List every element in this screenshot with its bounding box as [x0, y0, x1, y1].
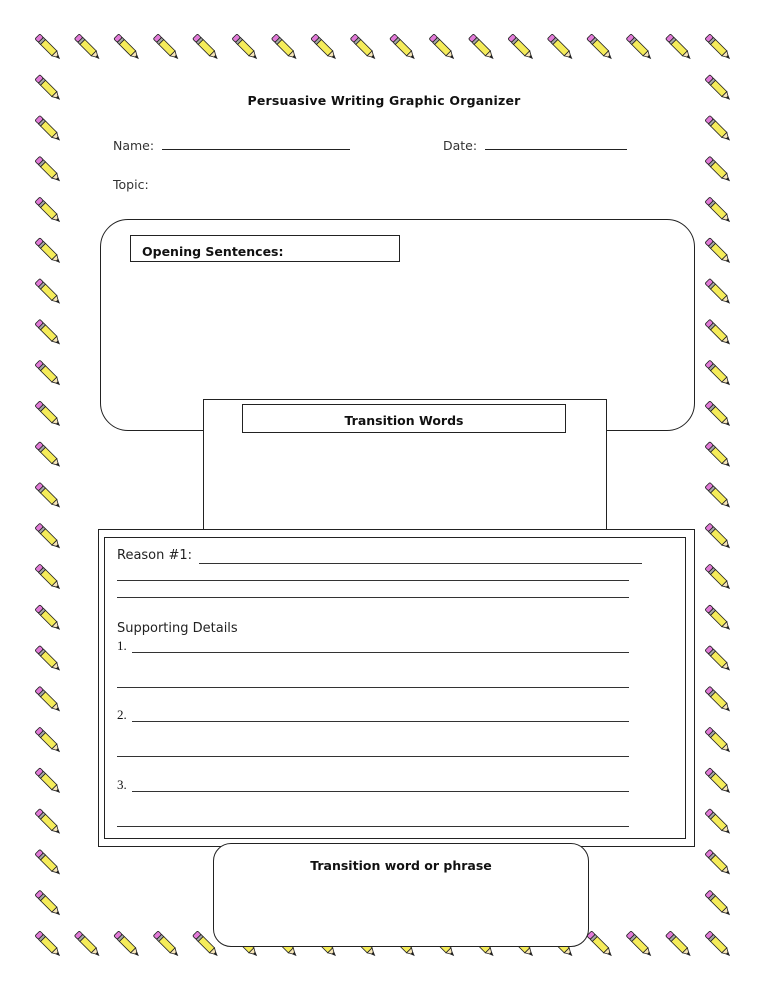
pencil-icon: [705, 34, 732, 61]
date-blank[interactable]: [485, 137, 627, 150]
reason-label: Reason #1:: [117, 548, 193, 563]
pencil-icon: [705, 197, 732, 224]
pencil-icon: [705, 646, 732, 673]
pencil-icon: [153, 931, 180, 958]
name-blank[interactable]: [162, 137, 350, 150]
pencil-icon: [705, 727, 732, 754]
pencil-icon: [705, 809, 732, 836]
detail-number-2: 2.: [117, 707, 127, 722]
pencil-icon: [626, 34, 653, 61]
pencil-icon: [705, 605, 732, 632]
pencil-icon: [587, 931, 614, 958]
detail-number-3: 3.: [117, 777, 127, 792]
pencil-icon: [705, 890, 732, 917]
pencil-icon: [508, 34, 535, 61]
date-label: Date:: [443, 138, 478, 153]
pencil-icon: [705, 401, 732, 428]
pencil-icon: [587, 34, 614, 61]
reason-box-inner: [104, 537, 686, 839]
pencil-icon: [705, 686, 732, 713]
pencil-icon: [35, 890, 62, 917]
reason-line[interactable]: [117, 597, 629, 598]
transition-phrase-label: Transition word or phrase: [310, 858, 492, 873]
pencil-icon: [35, 809, 62, 836]
pencil-icon: [35, 686, 62, 713]
pencil-icon: [153, 34, 180, 61]
pencil-icon: [705, 360, 732, 387]
detail-line[interactable]: [132, 791, 629, 792]
pencil-icon: [35, 360, 62, 387]
pencil-icon: [311, 34, 338, 61]
pencil-icon: [705, 238, 732, 265]
pencil-icon: [35, 401, 62, 428]
pencil-icon: [390, 34, 417, 61]
pencil-icon: [705, 279, 732, 306]
detail-number-1: 1.: [117, 638, 127, 653]
pencil-icon: [705, 115, 732, 142]
pencil-icon: [271, 34, 298, 61]
pencil-icon: [350, 34, 377, 61]
pencil-icon: [35, 279, 62, 306]
pencil-icon: [705, 849, 732, 876]
reason-line[interactable]: [199, 563, 642, 564]
pencil-icon: [705, 564, 732, 591]
pencil-icon: [35, 605, 62, 632]
pencil-icon: [666, 931, 693, 958]
pencil-icon: [35, 646, 62, 673]
reason-line[interactable]: [117, 580, 629, 581]
detail-line[interactable]: [132, 721, 629, 722]
pencil-icon: [35, 115, 62, 142]
pencil-icon: [705, 931, 732, 958]
pencil-icon: [35, 727, 62, 754]
pencil-icon: [74, 931, 101, 958]
pencil-icon: [35, 238, 62, 265]
detail-line[interactable]: [132, 652, 629, 653]
pencil-icon: [35, 931, 62, 958]
pencil-icon: [666, 34, 693, 61]
pencil-icon: [114, 34, 141, 61]
pencil-icon: [705, 156, 732, 183]
pencil-icon: [35, 156, 62, 183]
pencil-icon: [232, 34, 259, 61]
pencil-icon: [35, 319, 62, 346]
pencil-icon: [35, 523, 62, 550]
detail-line[interactable]: [117, 687, 629, 688]
topic-label: Topic:: [113, 177, 149, 192]
pencil-icon: [626, 931, 653, 958]
pencil-icon: [705, 523, 732, 550]
pencil-icon: [468, 34, 495, 61]
name-field[interactable]: [113, 137, 350, 153]
pencil-icon: [35, 442, 62, 469]
detail-line[interactable]: [117, 826, 629, 827]
pencil-icon: [74, 34, 101, 61]
pencil-icon: [35, 564, 62, 591]
date-field[interactable]: [443, 137, 627, 153]
pencil-icon: [705, 319, 732, 346]
pencil-icon: [705, 768, 732, 795]
pencil-icon: [35, 482, 62, 509]
pencil-icon: [193, 34, 220, 61]
page-title: Persuasive Writing Graphic Organizer: [247, 93, 521, 108]
pencil-icon: [705, 482, 732, 509]
detail-line[interactable]: [117, 756, 629, 757]
pencil-icon: [35, 34, 62, 61]
name-label: Name:: [113, 138, 155, 153]
pencil-icon: [114, 931, 141, 958]
pencil-icon: [547, 34, 574, 61]
opening-sentences-label: Opening Sentences:: [130, 235, 400, 262]
pencil-icon: [429, 34, 456, 61]
pencil-icon: [35, 768, 62, 795]
pencil-icon: [705, 442, 732, 469]
pencil-icon: [35, 197, 62, 224]
supporting-details-label: Supporting Details: [117, 621, 238, 636]
transition-words-label: Transition Words: [242, 404, 566, 433]
pencil-icon: [35, 849, 62, 876]
